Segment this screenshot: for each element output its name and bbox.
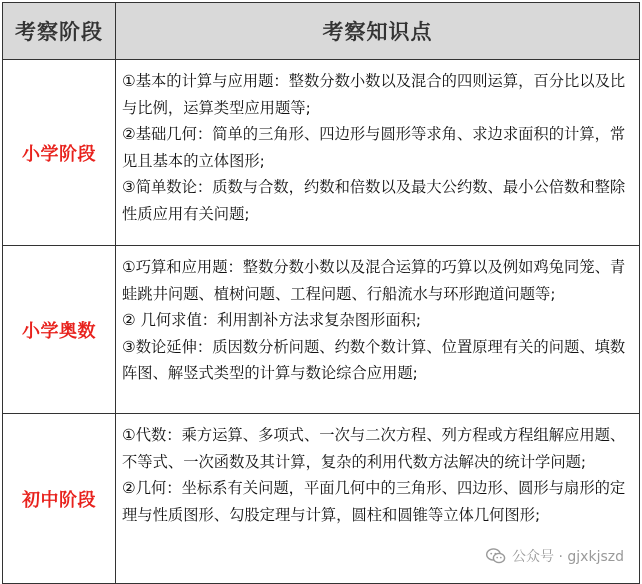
knowledge-point: ③简单数论：质数与合数，约数和倍数以及最大公约数、最小公倍数和整除性质应用有关问题; (122, 178, 626, 223)
knowledge-point: ①巧算和应用题：整数分数小数以及混合运算的巧算以及例如鸡兔同笼、青蛙跳井问题、植树问题、工程问题、行船流水与环形跑道问题等; (122, 258, 626, 303)
knowledge-point: ①代数：乘方运算、多项式、一次与二次方程、列方程或方程组解应用题、不等式、一次函数及其计算，复杂的利用代数方法解决的统计学问题; (122, 426, 626, 471)
knowledge-point: ①基本的计算与应用题：整数分数小数以及混合的四则运算，百分比以及比与比例，运算类型应用题等; (122, 72, 626, 117)
points-column-header: 考察知识点 (116, 3, 640, 60)
stage-label: 小学奥数 (3, 246, 116, 414)
wechat-icon (486, 548, 506, 564)
knowledge-point: ③数论延伸：质因数分析问题、约数个数计算、位置原理有关的问题、填数阵图、解竖式类型的计算与数论综合应用题; (122, 337, 626, 383)
stage-label: 小学阶段 (3, 60, 116, 246)
knowledge-point: ② 几何求值：利用割补方法求复杂图形面积; (122, 311, 422, 330)
knowledge-points-cell (116, 60, 640, 246)
stage-label: 初中阶段 (3, 414, 116, 584)
knowledge-point: ②几何：坐标系有关问题，平面几何中的三角形、四边形、圆形与扇形的定理与性质图形、勾股定理与计算，圆柱和圆锥等立体几何图形; (122, 479, 626, 524)
table-header-row (3, 3, 640, 60)
knowledge-point: ②基础几何：简单的三角形、四边形与圆形等求角、求边求面积的计算，常见且基本的立体图形; (122, 125, 626, 170)
watermark (484, 546, 626, 566)
table-row (3, 60, 640, 246)
table-row (3, 246, 640, 414)
knowledge-points-cell (116, 246, 640, 414)
exam-stage-table (2, 2, 640, 584)
watermark-text: 公众号 · gjxkjszd (512, 549, 624, 565)
stage-column-header: 考察阶段 (3, 3, 116, 60)
